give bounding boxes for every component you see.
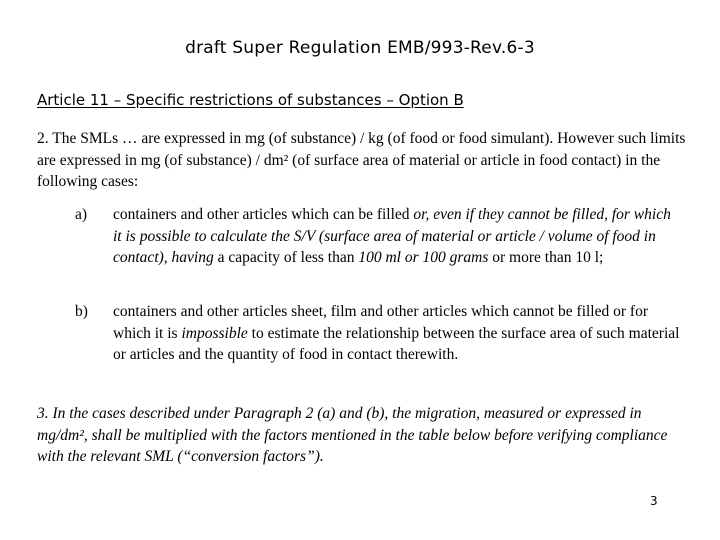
item-a-text-1: containers and other articles which can be filled xyxy=(113,206,414,223)
item-b-text-3: to estimate the relationship between the surface area of such material or articles and the quantity of food in contact therewith. xyxy=(113,324,680,363)
paragraph-3: 3. In the cases described under Paragraph 2 (a) and (b), the migration, measured or expressed in mg/dm², shall be multiplied with the factors mentioned in the table below before verifying compliance with the relevant SML (“conversion factors”). xyxy=(37,405,668,465)
item-a-text-2: or, even if they cannot be filled, for which it is possible to calculate the S/V (surface area of material or article / volume of food in contact), having xyxy=(113,206,671,266)
paragraph-2: 2. The SMLs … are expressed in mg (of substance) / kg (of food or food simulant). However such limits are expressed in mg (of substance) / dm² (of surface area of material or article in food contact) in the following cases: xyxy=(37,130,686,190)
slide-title: draft Super Regulation EMB/993-Rev.6-3 xyxy=(185,38,535,58)
list-text-a xyxy=(113,204,681,269)
item-a-text-4: 100 ml or 100 grams xyxy=(358,249,489,266)
item-b-text-1: containers and other articles sheet, film and other articles which cannot be filled or for which it is xyxy=(113,303,648,342)
list-marker-b: b) xyxy=(75,303,88,320)
list-text-b xyxy=(113,301,681,366)
page-number: 3 xyxy=(650,494,658,508)
item-a-text-5: or more than 10 l; xyxy=(488,249,604,266)
item-a-text-3: a capacity of less than xyxy=(213,249,359,266)
article-heading: Article 11 – Specific restrictions of substances – Option B xyxy=(37,91,464,109)
list-marker-a: a) xyxy=(75,206,88,223)
item-b-text-2: impossible xyxy=(181,324,248,342)
